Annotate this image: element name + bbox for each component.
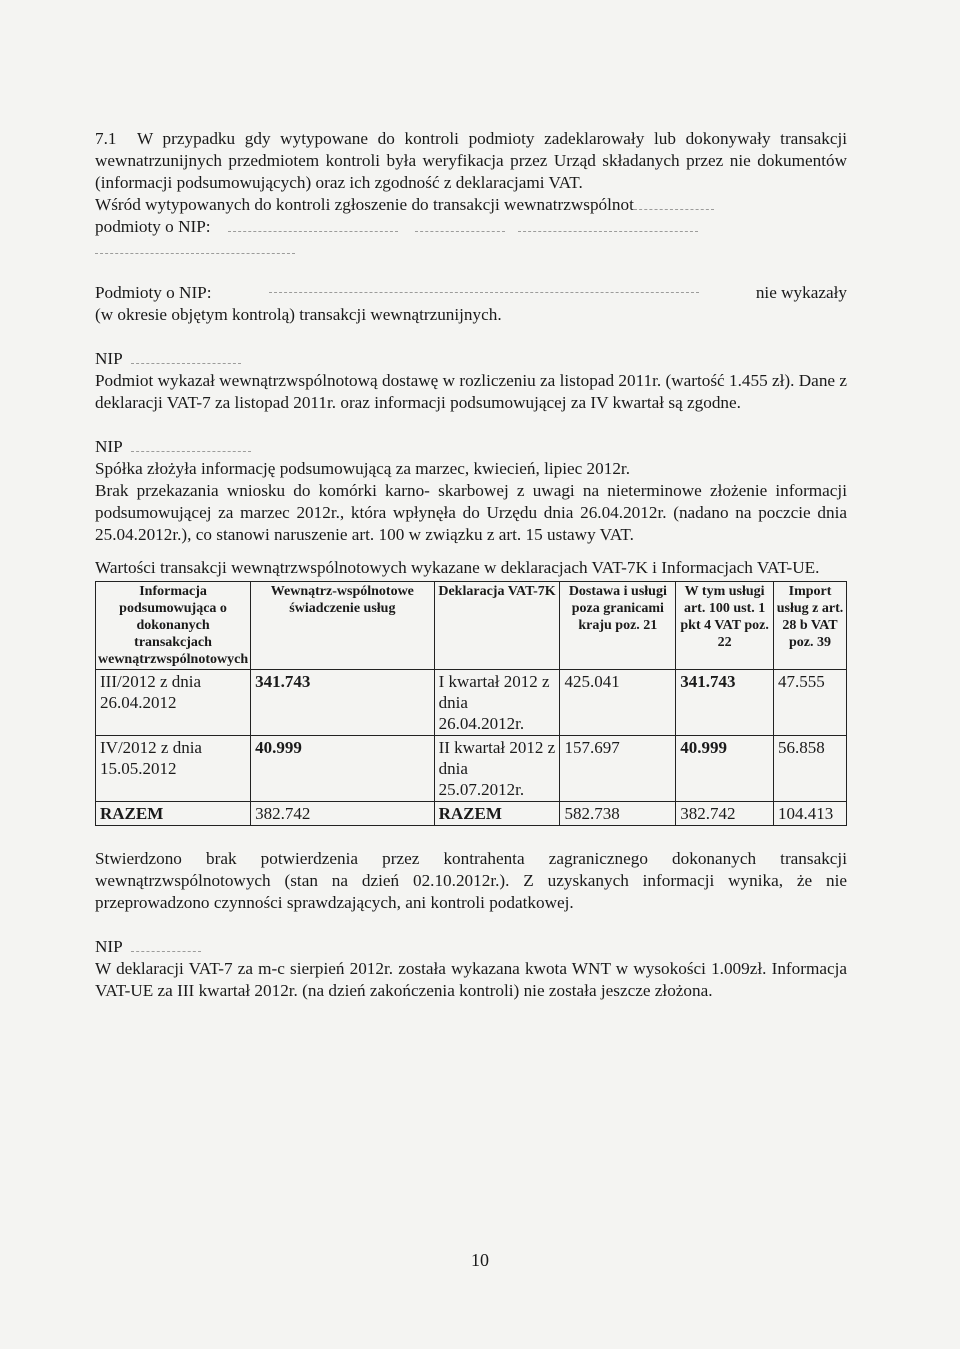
page-number: 10 — [471, 1250, 489, 1270]
cell-declaration: II kwartał 2012 z dnia 25.07.2012r. — [434, 736, 560, 802]
total-label-2: RAZEM — [434, 802, 560, 826]
document-body — [95, 128, 847, 1002]
para3-nip: NIP — [95, 348, 847, 370]
cell-import: 47.555 — [774, 670, 847, 736]
para6-text: W deklaracji VAT-7 za m-c sierpień 2012r. została wykazana kwota WNT w wysokości 1.009zł. Informacja VAT-UE za III kwartał 2012r. (na dzień zakończenia kontroli) nie została jeszcze złożona. — [95, 959, 847, 1000]
redaction-mark — [415, 221, 505, 232]
redaction-mark — [131, 441, 251, 452]
header-info: Informacja podsumowująca o dokonanych transakcjach wewnątrzwspólnotowych — [96, 582, 251, 670]
cell-info: III/2012 z dnia 26.04.2012 — [96, 670, 251, 736]
cell-including: 341.743 — [676, 670, 774, 736]
total-wsu: 382.742 — [251, 802, 435, 826]
header-including: W tym usługi art. 100 ust. 1 pkt 4 VAT poz. 22 — [676, 582, 774, 670]
redaction-mark — [95, 243, 295, 254]
total-including: 382.742 — [676, 802, 774, 826]
cell-wsu: 341.743 — [251, 670, 435, 736]
nip-list-line: podmioty o NIP: — [95, 216, 847, 238]
redaction-mark — [518, 221, 698, 232]
header-wsu: Wewnątrz-wspólnotowe świadczenie usług — [251, 582, 435, 670]
cell-including: 40.999 — [676, 736, 774, 802]
section-number: 7.1 — [95, 129, 117, 148]
header-supply: Dostawa i usługi poza granicami kraju poz. 21 — [560, 582, 676, 670]
table-row — [96, 670, 847, 736]
header-declaration: Deklaracja VAT-7K — [434, 582, 560, 670]
redaction-mark — [634, 199, 714, 210]
redaction-mark — [131, 941, 201, 952]
cell-wsu: 40.999 — [251, 736, 435, 802]
cell-info: IV/2012 z dnia 15.05.2012 — [96, 736, 251, 802]
para2-end: nie wykazały — [755, 283, 847, 302]
cell-declaration: I kwartał 2012 z dnia 26.04.2012r. — [434, 670, 560, 736]
para4-text: Brak przekazania wniosku do komórki karno- skarbowej z uwagi na nieterminowe złożenie informacji podsumowującej za marzec 2012r., która wpłynęła do Urzędu dnia 26.04.2012r. (nadano na poczcie dnia 25.04.2012r.), co stanowi naruszenie art. 100 w związku z art. 15 ustawy VAT. — [95, 481, 847, 544]
para3-text: Podmiot wykazał wewnątrzwspólnotową dostawę w rozliczeniu za listopad 2011r. (wartość 1.455 zł). Dane z deklaracji VAT-7 za listopad 2011r. oraz informacji podsumowującej za IV kwartał są zgodne. — [95, 371, 847, 412]
para6-nip: NIP — [95, 936, 847, 958]
cell-supply: 157.697 — [560, 736, 676, 802]
para2-line2: (w okresie objętym kontrolą) transakcji wewnątrzunijnych. — [95, 305, 502, 324]
para4-line1: Spółka złożyła informację podsumowującą za marzec, kwiecień, lipiec 2012r. — [95, 459, 630, 478]
cell-import: 56.858 — [774, 736, 847, 802]
redacted-line — [95, 238, 847, 260]
redaction-mark — [131, 353, 241, 364]
header-import: Import usług z art. 28 b VAT poz. 39 — [774, 582, 847, 670]
table-row — [96, 736, 847, 802]
para5-text: Stwierdzono brak potwierdzenia przez kontrahenta zagranicznego dokonanych transakcji wewnątrzwspólnotowych (stan na dzień 02.10.2012r.). Z uzyskanych informacji wynika, że nie przeprowadzono czynności sprawdzających, ani kontroli podatkowej. — [95, 849, 847, 912]
cell-supply: 425.041 — [560, 670, 676, 736]
section-line-b: Wśród wytypowanych do kontroli zgłoszenie do transakcji wewnatrzwspólnot — [95, 194, 847, 216]
section-intro-text: W przypadku gdy wytypowane do kontroli podmioty zadeklarowały lub dokonywały transakcji wewnatrzunijnych przedmiotem kontroli była weryfikacja przez Urząd składanych przez nie dokumentów (informacji podsumowujących) oraz ich zgodność z deklaracjami VAT. — [95, 129, 847, 192]
total-import: 104.413 — [774, 802, 847, 826]
redaction-mark — [228, 221, 398, 232]
para2-line1 — [95, 282, 847, 304]
total-label: RAZEM — [96, 802, 251, 826]
para4-nip: NIP — [95, 436, 847, 458]
table-intro: Wartości transakcji wewnątrzwspólnotowych wykazane w deklaracjach VAT-7K i Informacjach VAT-UE. — [95, 558, 820, 577]
table-header-row — [96, 582, 847, 670]
section-intro — [95, 128, 847, 194]
table-total-row — [96, 802, 847, 826]
redaction-mark — [269, 282, 699, 293]
total-supply: 582.738 — [560, 802, 676, 826]
transactions-table — [95, 581, 847, 826]
para2-start: Podmioty o NIP: — [95, 283, 212, 302]
